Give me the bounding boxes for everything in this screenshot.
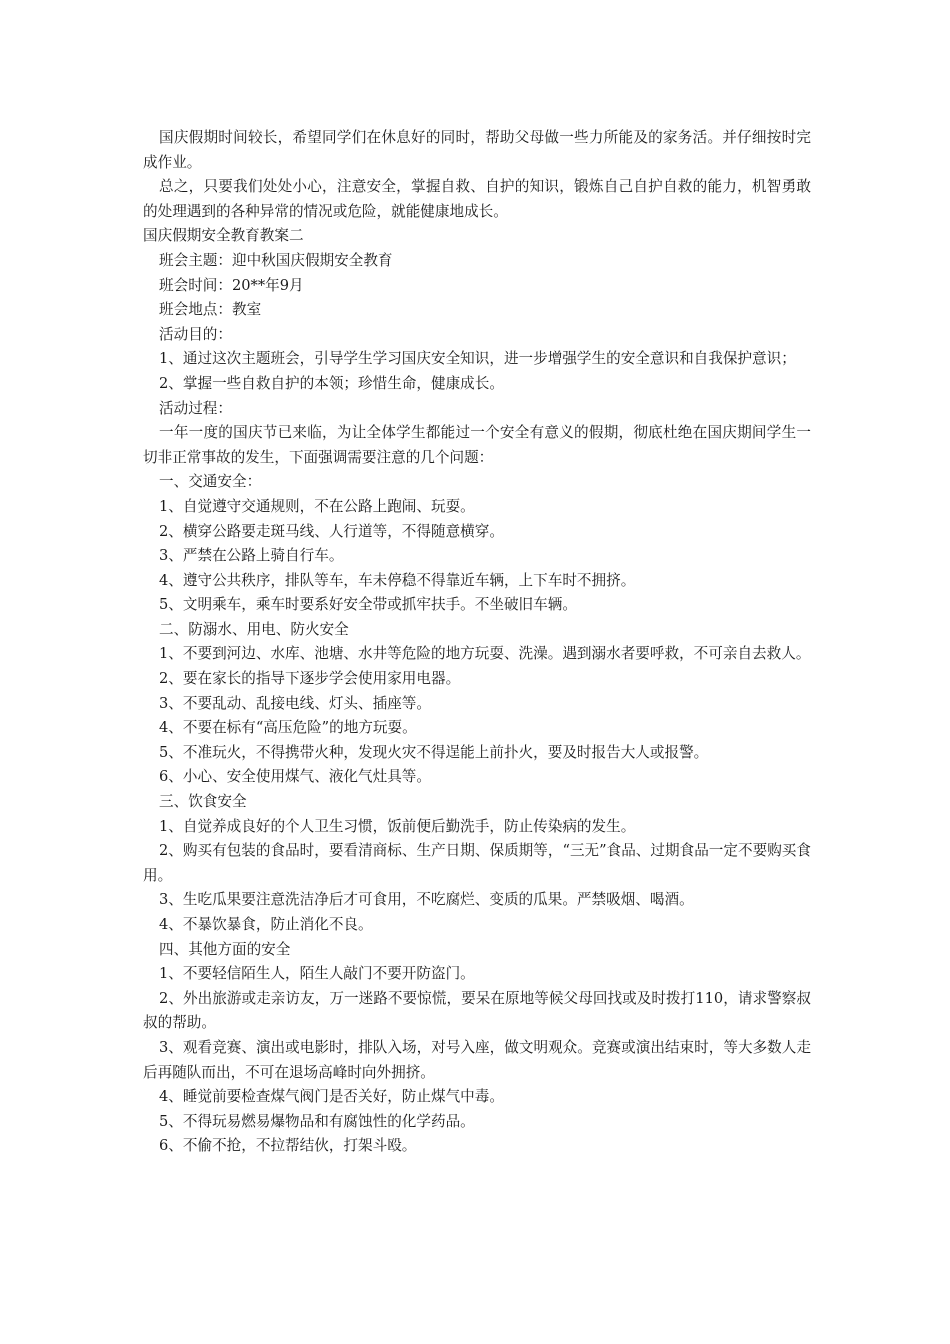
paragraph: 一年一度的国庆节已来临，为让全体学生都能过一个安全有意义的假期，彻底杜绝在国庆期间学生一切非正常事故的发生，下面强调需要注意的几个问题： [143, 424, 811, 466]
subheading-other: 四、其他方面的安全 [159, 940, 291, 958]
paragraph: 总之，只要我们处处小心，注意安全，掌握自救、自护的知识，锻炼自己自护自救的能力，机智勇敢的处理遇到的各种异常的情况或危险，就能健康地成长。 [143, 178, 811, 220]
document-body [143, 126, 811, 1159]
list-item: 5、不得玩易燃易爆物品和有腐蚀性的化学药品。 [159, 1112, 475, 1130]
list-item: 2、要在家长的指导下逐步学会使用家用电器。 [159, 670, 461, 688]
list-item: 2、外出旅游或走亲访友，万一迷路不要惊慌，要呆在原地等候父母回找或及时拨打110，请求警察叔叔的帮助。 [143, 989, 811, 1032]
list-item: 6、不偷不抢，不拉帮结伙，打架斗殴。 [159, 1137, 417, 1155]
subheading-food: 三、饮食安全 [159, 793, 247, 811]
subheading-process: 活动过程： [159, 399, 232, 417]
list-item: 2、购买有包装的食品时，要看清商标、生产日期、保质期等，“三无”食品、过期食品一定不要购买食用。 [143, 842, 811, 884]
list-item: 6、小心、安全使用煤气、液化气灶具等。 [159, 768, 431, 786]
section-heading: 国庆假期安全教育教案二 [143, 227, 304, 245]
subheading-goal: 活动目的： [159, 325, 232, 343]
list-item: 3、观看竞赛、演出或电影时，排队入场，对号入座，做文明观众。竞赛或演出结束时，等大多数人走后再随队而出，不可在退场高峰时向外拥挤。 [143, 1038, 811, 1081]
list-item: 4、睡觉前要检查煤气阀门是否关好，防止煤气中毒。 [159, 1088, 504, 1106]
subheading-water-electric-fire: 二、防溺水、用电、防火安全 [159, 620, 349, 638]
subheading-traffic: 一、交通安全： [159, 473, 262, 491]
list-item: 1、自觉遵守交通规则，不在公路上跑闹、玩耍。 [159, 497, 475, 515]
meeting-location: 班会地点：教室 [159, 301, 262, 319]
list-item: 4、遵守公共秩序，排队等车，车未停稳不得靠近车辆，上下车时不拥挤。 [159, 571, 636, 589]
list-item: 3、不要乱动、乱接电线、灯头、插座等。 [159, 694, 431, 712]
list-item: 1、不要轻信陌生人，陌生人敲门不要开防盗门。 [159, 965, 475, 983]
list-item: 5、不准玩火，不得携带火种，发现火灾不得逞能上前扑火，要及时报告大人或报警。 [159, 743, 709, 761]
paragraph: 国庆假期时间较长，希望同学们在休息好的同时，帮助父母做一些力所能及的家务活。并仔细按时完成作业。 [143, 129, 811, 171]
list-item: 4、不要在标有“高压危险”的地方玩耍。 [159, 719, 417, 737]
list-item: 2、掌握一些自救自护的本领；珍惜生命，健康成长。 [159, 374, 504, 392]
list-item: 5、文明乘车，乘车时要系好安全带或抓牢扶手。不坐破旧车辆。 [159, 596, 577, 614]
meeting-theme: 班会主题：迎中秋国庆假期安全教育 [159, 251, 393, 269]
list-item: 4、不暴饮暴食，防止消化不良。 [159, 916, 373, 933]
meeting-time: 班会时间：20**年9月 [159, 276, 304, 294]
list-item: 1、自觉养成良好的个人卫生习惯，饭前便后勤洗手，防止传染病的发生。 [159, 817, 636, 835]
list-item: 3、生吃瓜果要注意洗洁净后才可食用，不吃腐烂、变质的瓜果。严禁吸烟、喝酒。 [159, 891, 694, 909]
list-item: 3、严禁在公路上骑自行车。 [159, 547, 344, 565]
list-item: 1、通过这次主题班会，引导学生学习国庆安全知识，进一步增强学生的安全意识和自我保护意识； [159, 350, 796, 368]
list-item: 1、不要到河边、水库、池塘、水井等危险的地方玩耍、洗澡。遇到溺水者要呼救，不可亲自去救人。 [159, 645, 811, 663]
list-item: 2、横穿公路要走斑马线、人行道等，不得随意横穿。 [159, 522, 504, 540]
